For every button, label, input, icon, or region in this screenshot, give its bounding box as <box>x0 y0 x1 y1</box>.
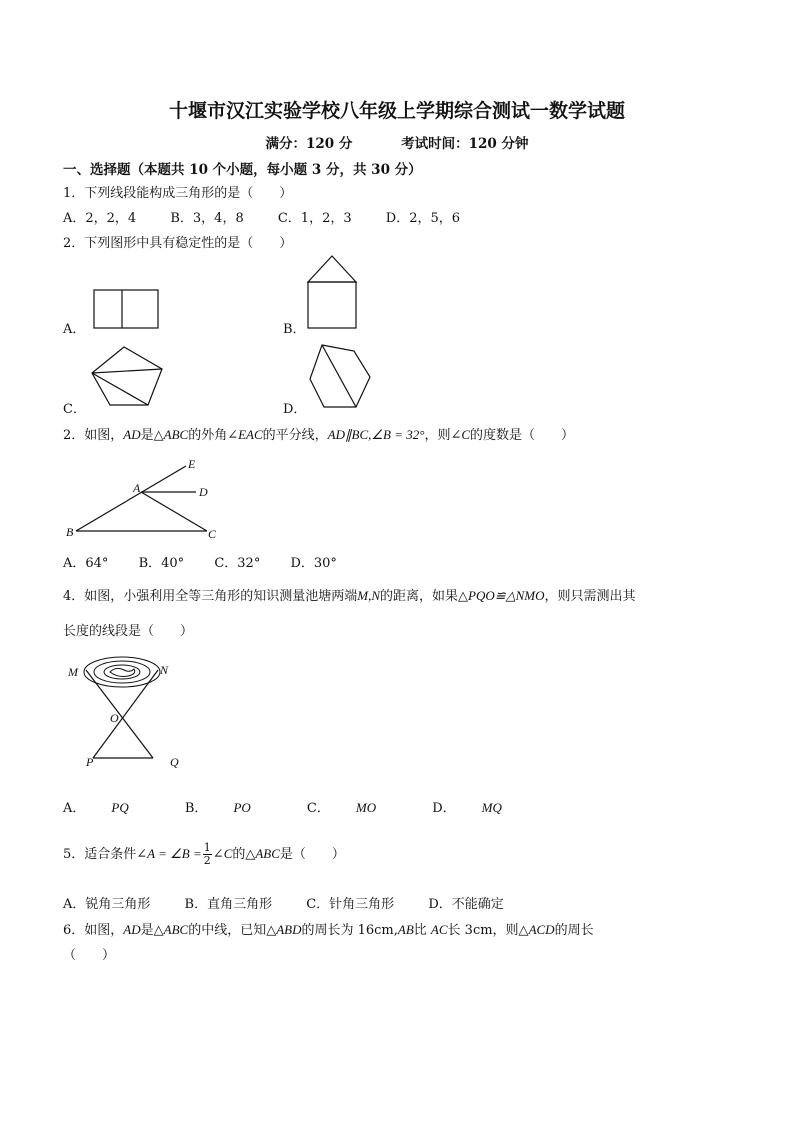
q5-text: 的△ <box>232 847 256 862</box>
q3-text: ，则∠ <box>424 428 462 443</box>
label-p: P <box>86 755 94 769</box>
q4-congruence: PQO≌△NMO <box>468 588 545 603</box>
q6-text: 长 3cm，则△ <box>447 923 529 938</box>
question-2-stem: 2．下列图形中具有稳定性的是（ ） <box>63 236 293 251</box>
option-b: B．40° <box>138 556 185 571</box>
page-title: 十堰市汉江实验学校八年级上学期综合测试一数学试题 <box>168 100 625 122</box>
option-key: A． <box>63 801 86 816</box>
label-m: M <box>68 665 78 679</box>
q3-eac: EAC <box>238 427 263 442</box>
q3-text: 的平分线， <box>262 428 328 443</box>
option-a: A．64° <box>63 556 109 571</box>
q6-ab: AB <box>397 922 414 937</box>
q6-text: 的周长为 16cm, <box>301 923 398 938</box>
q3-abc: ABC <box>163 427 189 442</box>
q5-c: C <box>223 846 233 861</box>
option-b: B．3，4，8 <box>170 211 244 226</box>
q6-text: 比 <box>413 923 431 938</box>
q6-abd: ABD <box>276 922 302 937</box>
q5-abc: ABC <box>255 846 280 861</box>
option-key: C． <box>306 801 330 816</box>
q5-text: 5．适合条件∠ <box>63 847 148 862</box>
question-5-stem <box>63 842 345 867</box>
option-d: D．30° <box>290 556 337 571</box>
figure-a-rectangle <box>90 286 162 332</box>
option-a: A．2，2，4 <box>63 211 137 226</box>
figure-d-hexagon <box>306 341 374 411</box>
option-value: PQ <box>111 800 129 815</box>
question-5-options <box>63 893 534 912</box>
figure-b-label: B． <box>283 322 306 337</box>
figure-a-label: A． <box>63 322 86 337</box>
q3-text: 的度数是（ ） <box>470 428 575 443</box>
q5-text: 是（ ） <box>279 847 345 862</box>
label-a: A <box>133 481 141 495</box>
label-o: O <box>110 711 119 725</box>
option-c <box>307 801 402 816</box>
option-value: MO <box>355 800 377 815</box>
q6-text: 6．如图， <box>63 923 124 938</box>
q3-condition: AD∥BC,∠B = 32° <box>327 427 425 442</box>
question-4-stem <box>63 585 636 604</box>
label-n: N <box>160 663 169 677</box>
q4-mn: M,N <box>357 588 381 603</box>
option-a: A．锐角三角形 <box>63 897 151 912</box>
q6-ac: AC <box>430 922 448 937</box>
figure-d-label: D． <box>283 402 307 417</box>
q4-text: ，则只需测出其 <box>544 589 636 604</box>
fraction-numerator: 1 <box>203 841 211 854</box>
section-heading: 一、选择题（本题共 10 个小题，每小题 3 分，共 30 分） <box>63 162 422 178</box>
q6-text: 的周长 <box>554 923 594 938</box>
question-4-options <box>63 797 554 816</box>
fraction-denominator: 2 <box>203 854 211 867</box>
q6-text: 的中线，已知△ <box>188 923 277 938</box>
question-4-stem-line2: 长度的线段是（ ） <box>63 624 194 639</box>
label-d: D <box>199 485 208 499</box>
question-1-stem: 1．下列线段能构成三角形的是（ ） <box>63 186 293 201</box>
question-3-figure <box>62 452 232 544</box>
label-e: E <box>188 457 196 471</box>
option-d: D．2，5，6 <box>385 211 461 226</box>
question-3-options <box>63 552 363 571</box>
q6-text: 是△ <box>140 923 164 938</box>
q3-text: 是△ <box>140 428 164 443</box>
option-value: PO <box>233 800 251 815</box>
q6-ad: AD <box>123 922 141 937</box>
question-6-stem-line2: （ ） <box>63 948 116 963</box>
q3-ad: AD <box>123 427 141 442</box>
option-c: C．1，2，3 <box>277 211 352 226</box>
q5-text: ∠ <box>212 847 224 862</box>
q3-c: C <box>461 427 471 442</box>
option-b <box>185 801 277 816</box>
label-b: B <box>66 525 74 539</box>
q6-acd: ACD <box>528 922 555 937</box>
q3-text: 的外角∠ <box>188 428 239 443</box>
exam-meta <box>0 132 794 152</box>
exam-time: 考试时间：120 分钟 <box>401 136 529 152</box>
q5-expression: A = ∠B = <box>147 846 202 861</box>
option-a <box>63 801 155 816</box>
q6-abc: ABC <box>163 922 189 937</box>
question-6-stem <box>63 919 594 938</box>
option-key: B． <box>184 801 208 816</box>
figure-b-house <box>300 252 364 332</box>
full-score: 满分：120 分 <box>265 136 353 152</box>
figure-c-label: C． <box>63 402 86 417</box>
q3-text: 2．如图， <box>63 428 124 443</box>
option-d <box>432 801 528 816</box>
label-c: C <box>208 527 217 541</box>
fraction-one-half <box>203 842 212 867</box>
option-c: C．针角三角形 <box>306 897 395 912</box>
q4-text: 的距离，如果△ <box>380 589 469 604</box>
label-q: Q <box>170 755 179 769</box>
question-3-stem <box>63 424 574 443</box>
question-1-options <box>63 207 490 226</box>
option-key: D． <box>432 801 456 816</box>
q4-text: 4．如图，小强利用全等三角形的知识测量池塘两端 <box>63 589 358 604</box>
option-c: C．32° <box>214 556 261 571</box>
option-value: MQ <box>481 800 502 815</box>
option-b: B．直角三角形 <box>184 897 273 912</box>
option-d: D．不能确定 <box>428 897 504 912</box>
question-4-figure <box>62 648 192 772</box>
figure-c-pentagon <box>88 343 168 411</box>
